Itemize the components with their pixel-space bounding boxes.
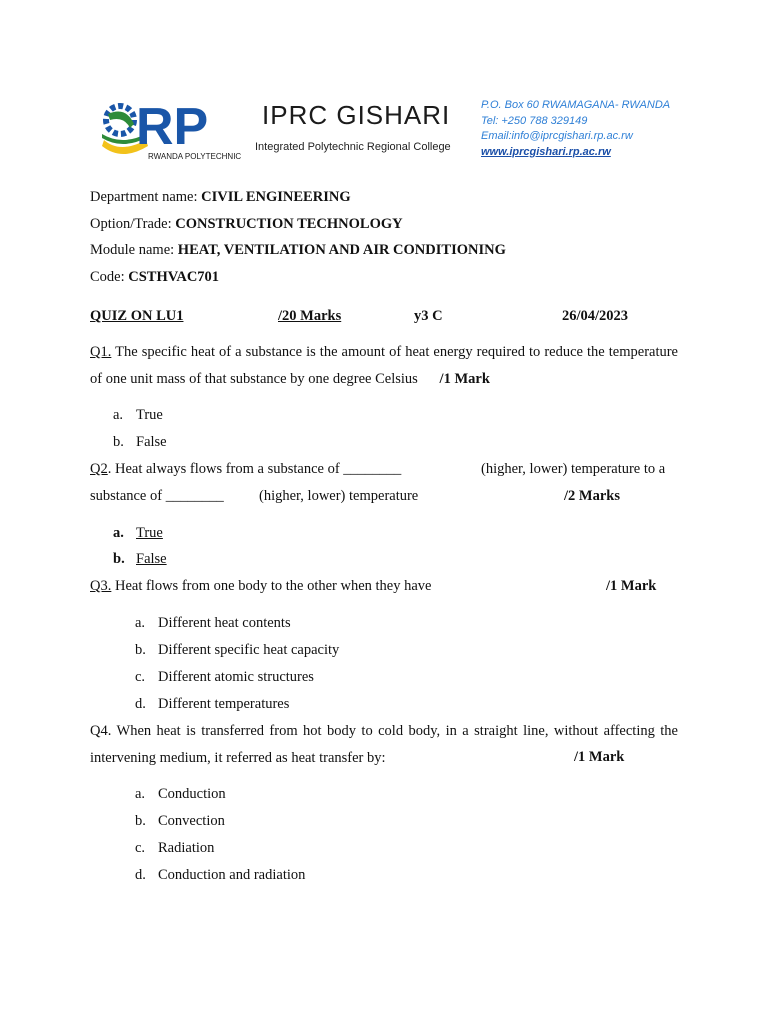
q3-option-c-text: Different atomic structures — [158, 669, 314, 685]
q3-option-d — [135, 696, 289, 713]
department-line — [90, 189, 351, 206]
q3-mark: /1 Mark — [606, 578, 657, 594]
q3-text: Heat flows from one body to the other when they have — [111, 578, 432, 594]
q2-line-1-a: . Heat always flows from a substance of ________ — [107, 461, 402, 477]
q3-option-a — [135, 615, 291, 632]
rp-logo — [100, 96, 242, 162]
code-line — [90, 269, 219, 286]
q2-option-a-label: a. — [113, 525, 124, 541]
q3-option-a-text: Different heat contents — [158, 615, 291, 631]
q2-option-b-text: False — [136, 551, 167, 567]
logo-text: RWANDA POLYTECHNIC — [148, 152, 242, 161]
q2-line-2-b: (higher, lower) temperature — [259, 488, 419, 504]
contact-po-box: P.O. Box 60 RWAMAGANA- RWANDA — [481, 99, 671, 111]
contact-email: Email:info@iprcgishari.rp.ac.rw — [481, 130, 633, 142]
q1-text: The specific heat of a substance is the amount of heat energy required to reduce the temperature of one unit mass of that substance by one degree Celsius — [90, 344, 678, 387]
rp-logo-graphic — [100, 96, 242, 162]
q4-option-a-label: a. — [135, 786, 146, 802]
q1-option-b-label: b. — [113, 434, 124, 450]
contact-tel: Tel: +250 788 329149 — [481, 114, 588, 127]
module-label: Module name: — [90, 242, 178, 258]
question-1 — [90, 339, 678, 393]
q3-option-b-text: Different specific heat capacity — [158, 642, 340, 658]
q2-mark: /2 Marks — [564, 488, 620, 504]
q2-option-b-label: b. — [113, 551, 125, 567]
q2-option-b — [113, 551, 167, 568]
college-name: IPRC GISHARI — [262, 100, 451, 130]
q1-option-b-text: False — [136, 434, 167, 450]
q3-option-c-label: c. — [135, 669, 146, 685]
q4-text: Q4. When heat is transferred from hot body to cold body, in a straight line, without affecting the intervening medium, it referred as heat transfer by: — [90, 723, 678, 766]
logo-letters: RP — [136, 98, 209, 156]
college-subtitle: Integrated Polytechnic Regional College — [255, 141, 451, 153]
q4-option-c — [135, 840, 214, 857]
q1-option-a — [113, 407, 163, 424]
q4-option-c-label: c. — [135, 840, 146, 856]
q1-option-a-text: True — [136, 407, 163, 423]
q4-option-b-label: b. — [135, 813, 146, 829]
q4-mark: /1 Mark — [574, 749, 625, 765]
q4-option-b — [135, 813, 225, 830]
q1-number: Q1. — [90, 344, 112, 360]
q4-option-a-text: Conduction — [158, 786, 226, 802]
contact-block — [481, 98, 670, 160]
contact-website[interactable]: www.iprcgishari.rp.ac.rw — [481, 145, 611, 158]
q4-option-a — [135, 786, 226, 803]
q1-mark: /1 Mark — [439, 371, 490, 387]
q4-option-c-text: Radiation — [158, 840, 215, 856]
q2-option-a-text: True — [136, 525, 163, 541]
q2-option-a — [113, 525, 163, 542]
department-value: CIVIL ENGINEERING — [201, 189, 351, 205]
quiz-class: y3 C — [414, 308, 443, 324]
quiz-title: QUIZ ON LU1 — [90, 308, 184, 324]
module-line — [90, 242, 506, 259]
q2-line-2-a: substance of ________ — [90, 488, 224, 504]
q3-option-d-label: d. — [135, 696, 146, 712]
module-value: HEAT, VENTILATION AND AIR CONDITIONING — [177, 242, 506, 258]
q4-option-b-text: Convection — [158, 813, 225, 829]
question-3 — [90, 578, 431, 595]
q1-option-a-label: a. — [113, 407, 124, 423]
q2-line-1-b: (higher, lower) temperature to a — [481, 461, 666, 477]
option-value: CONSTRUCTION TECHNOLOGY — [175, 216, 403, 232]
code-label: Code: — [90, 269, 129, 285]
department-label: Department name: — [90, 189, 202, 205]
option-label: Option/Trade: — [90, 216, 176, 232]
q3-option-d-text: Different temperatures — [158, 696, 290, 712]
q3-option-b-label: b. — [135, 642, 146, 658]
q2-line-1-start — [90, 461, 401, 478]
q2-number: Q2 — [90, 461, 108, 477]
option-line — [90, 216, 403, 233]
code-value: CSTHVAC701 — [128, 269, 220, 285]
q3-number: Q3. — [90, 578, 112, 594]
quiz-date: 26/04/2023 — [562, 308, 629, 324]
q4-option-d — [135, 867, 305, 884]
q4-option-d-label: d. — [135, 867, 146, 883]
q1-option-b — [113, 434, 167, 451]
q3-option-c — [135, 669, 314, 686]
q3-option-a-label: a. — [135, 615, 146, 631]
quiz-total-marks: /20 Marks — [278, 308, 342, 324]
q4-option-d-text: Conduction and radiation — [158, 867, 306, 883]
q3-option-b — [135, 642, 339, 659]
